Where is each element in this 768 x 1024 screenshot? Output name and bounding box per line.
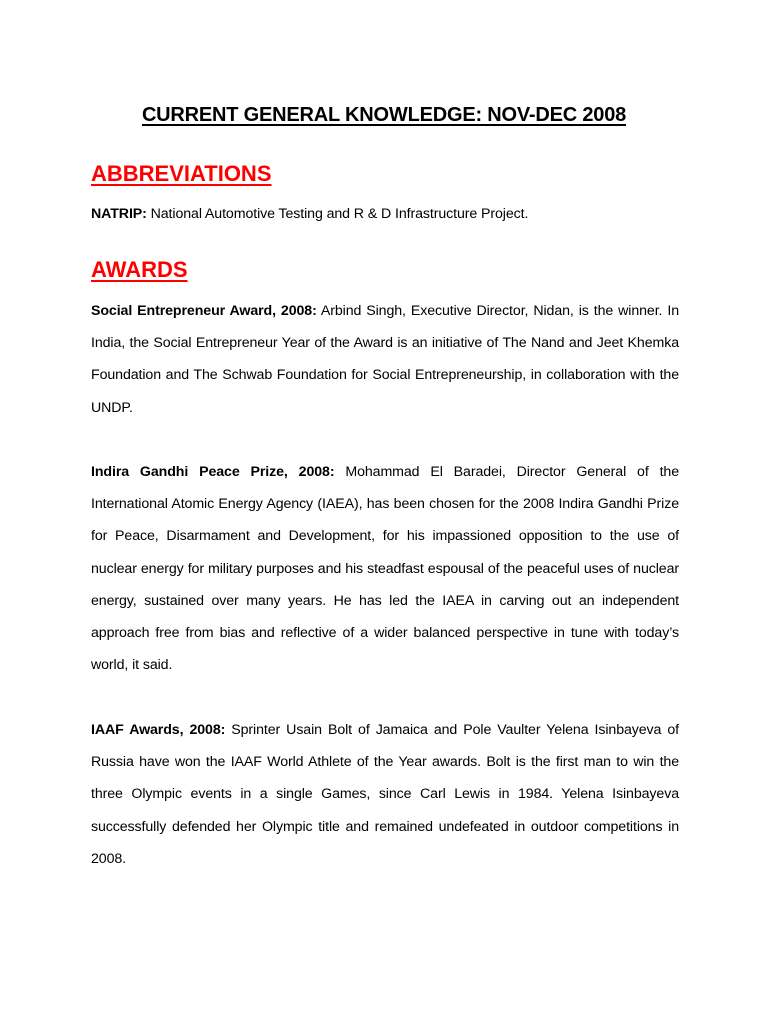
- award-title: IAAF Awards, 2008:: [91, 722, 226, 738]
- abbreviation-entry-natrip: [91, 198, 679, 230]
- abbreviations-heading: ABBREVIATIONS: [91, 161, 272, 186]
- awards-heading: AWARDS: [91, 257, 188, 282]
- award-description: Arbind Singh, Executive Director, Nidan, is the winner. In India, the Social Entrepreneur Year of the Award is an initiative of The Nand and Jeet Khemka Foundation and The Schwab Foundation for Social Entrepreneurship, in collaboration with the UNDP.: [91, 303, 679, 416]
- award-title: Indira Gandhi Peace Prize, 2008:: [91, 464, 335, 480]
- document-title: CURRENT GENERAL KNOWLEDGE: NOV-DEC 2008: [141, 104, 627, 126]
- award-entry-social-entrepreneur: [91, 295, 679, 424]
- award-description: Mohammad El Baradei, Director General of the International Atomic Energy Agency (IAEA), has been chosen for the 2008 Indira Gandhi Prize for Peace, Disarmament and Development, for his impassioned opposition to the use of nuclear energy for military purposes and his steadfast espousal of the peaceful uses of nuclear energy, sustained over many years. He has led the IAEA in carving out an independent approach free from bias and reflective of a wider balanced perspective in tune with today’s world, it said.: [91, 464, 679, 674]
- award-entry-indira-gandhi: [91, 456, 679, 681]
- award-description: Sprinter Usain Bolt of Jamaica and Pole Vaulter Yelena Isinbayeva of Russia have won the IAAF World Athlete of the Year awards. Bolt is the first man to win the three Olympic events in a single Games, since Carl Lewis in 1984. Yelena Isinbayeva successfully defended her Olympic title and remained undefeated in outdoor competitions in 2008.: [91, 722, 679, 867]
- award-title: Social Entrepreneur Award, 2008:: [91, 303, 317, 319]
- award-entry-iaaf: [91, 714, 679, 875]
- abbreviation-definition: National Automotive Testing and R & D Infrastructure Project.: [146, 206, 529, 222]
- abbreviation-term: NATRIP:: [91, 206, 147, 222]
